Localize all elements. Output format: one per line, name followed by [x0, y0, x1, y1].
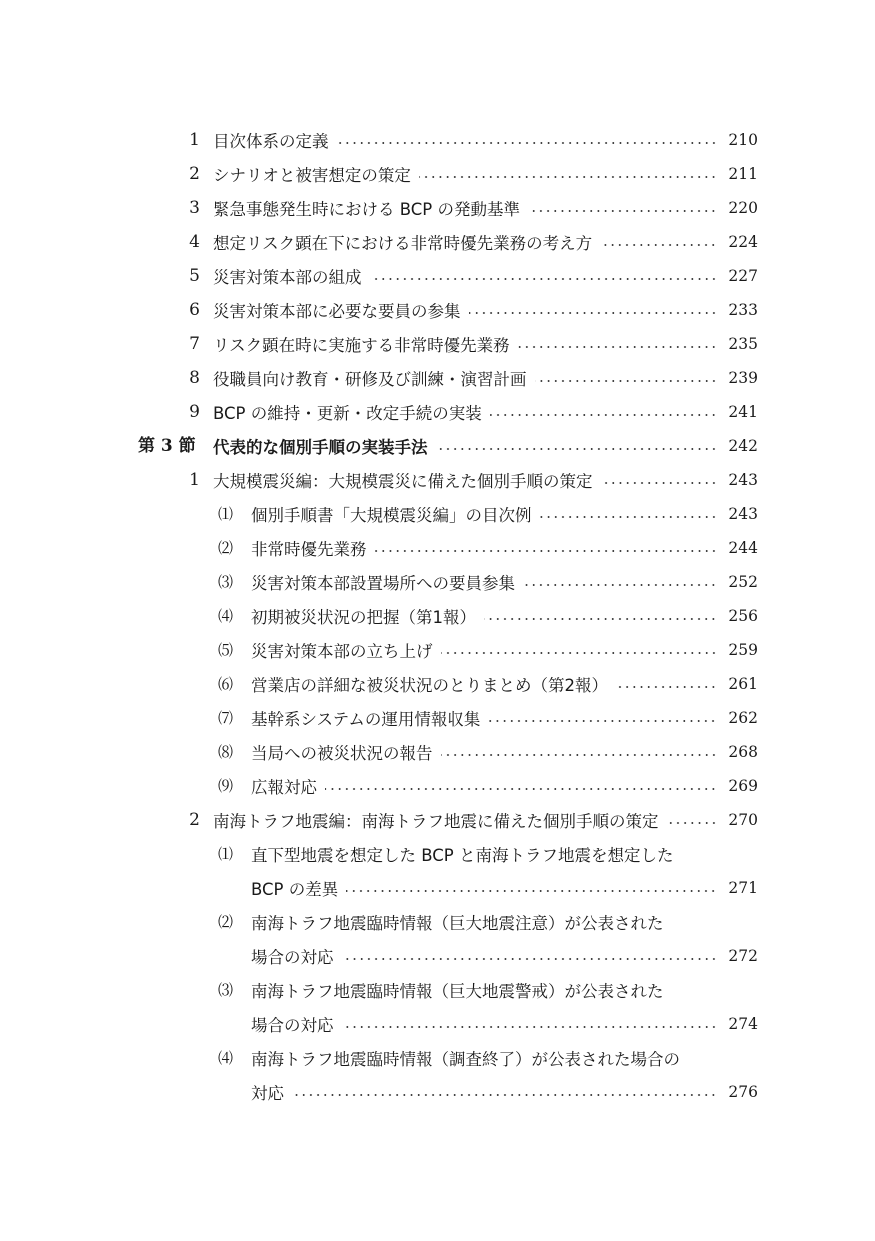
toc-entry-title: 南海トラフ地震臨時情報（巨大地震警戒）が公表された [251, 982, 664, 1001]
toc-entry-page-number: 233 [728, 301, 758, 319]
toc-entry-number: ⑷ [217, 1049, 233, 1067]
toc-section-heading [0, 429, 875, 463]
toc-entry-number: 4 [189, 232, 200, 252]
toc-entry-number: ⑵ [217, 539, 233, 557]
toc-entry [0, 463, 875, 497]
toc-entry [0, 633, 875, 667]
toc-entry-page-number: 241 [728, 403, 758, 421]
toc-entry-number: 3 [189, 198, 200, 218]
toc-entry-page-number: 270 [728, 811, 758, 829]
toc-entry [0, 1075, 875, 1109]
toc-entry [0, 973, 875, 1007]
toc-entry [0, 1007, 875, 1041]
toc-entry-title: 対応 [251, 1084, 284, 1103]
toc-entry-title: 非常時優先業務 [251, 540, 367, 559]
toc-entry-page-number: 261 [728, 675, 758, 693]
toc-entry-title: 直下型地震を想定した BCP と南海トラフ地震を想定した [251, 846, 674, 865]
dot-leader [441, 652, 718, 654]
toc-entry-title: BCP の差異 [251, 880, 339, 899]
toc-entry-page-number: 256 [728, 607, 758, 625]
toc-entry-page-number: 235 [728, 335, 758, 353]
toc-entry-page-number: 210 [728, 131, 758, 149]
dot-leader [469, 312, 718, 314]
dot-leader [337, 142, 718, 144]
toc-entry-title: 緊急事態発生時における BCP の発動基準 [213, 200, 520, 219]
toc-entry-title: シナリオと被害想定の策定 [213, 166, 411, 185]
toc-entry-page-number: 269 [728, 777, 758, 795]
toc-entry-title: 目次体系の定義 [213, 132, 329, 151]
toc-entry [0, 769, 875, 803]
toc-entry-number: ⑼ [217, 777, 233, 795]
dot-leader [601, 482, 718, 484]
toc-entry-page-number: 243 [728, 471, 758, 489]
toc-entry [0, 939, 875, 973]
toc-entry-title: 大規模震災編：大規模震災に備えた個別手順の策定 [213, 472, 593, 491]
toc-entry-number: ⑶ [217, 573, 233, 591]
toc-entry-page-number: 211 [728, 165, 758, 183]
toc-entry [0, 361, 875, 395]
toc-entry-page-number: 242 [728, 437, 758, 455]
toc-entry-number: 2 [189, 164, 200, 184]
dot-leader [370, 278, 718, 280]
toc-entry [0, 123, 875, 157]
toc-entry-number: 2 [189, 810, 200, 830]
dot-leader [441, 754, 718, 756]
toc-entry-title: リスク顕在時に実施する非常時優先業務 [213, 336, 510, 355]
toc-entry-title: 当局への被災状況の報告 [251, 744, 433, 763]
toc-entry-number: ⑷ [217, 607, 233, 625]
toc-entry-number: ⑺ [217, 709, 233, 727]
toc-entry-page-number: 271 [728, 879, 758, 897]
toc-entry-number: 1 [189, 470, 200, 490]
toc-entry-title: 個別手順書「大規模震災編」の目次例 [251, 506, 532, 525]
dot-leader [490, 414, 717, 416]
toc-entry [0, 905, 875, 939]
toc-entry-number: 9 [189, 402, 200, 422]
dot-leader [419, 176, 717, 178]
toc-entry-title: 基幹系システムの運用情報収集 [251, 710, 481, 729]
toc-entry-number: ⑴ [217, 845, 233, 863]
toc-entry [0, 293, 875, 327]
toc-entry [0, 531, 875, 565]
toc-entry-title: 役職員向け教育・研修及び訓練・演習計画 [213, 370, 527, 389]
dot-leader [488, 720, 717, 722]
dot-leader [540, 516, 718, 518]
toc-entry-title: 場合の対応 [251, 948, 334, 967]
toc-entry [0, 837, 875, 871]
toc-entry-number: ⑵ [217, 913, 233, 931]
toc-entry [0, 327, 875, 361]
toc-entry-title: 初期被災状況の把握（第1報） [251, 608, 476, 627]
dot-leader [535, 380, 718, 382]
dot-leader [518, 346, 717, 348]
toc-entry-page-number: 274 [728, 1015, 758, 1033]
toc-entry [0, 803, 875, 837]
toc-entry-title: 場合の対応 [251, 1016, 334, 1035]
toc-entry-page-number: 224 [728, 233, 758, 251]
toc-entry-title: 南海トラフ地震編：南海トラフ地震に備えた個別手順の策定 [213, 812, 659, 831]
toc-entry-title: BCP の維持・更新・改定手続の実装 [213, 404, 482, 423]
toc-entry [0, 735, 875, 769]
dot-leader [600, 244, 717, 246]
toc-entry-title: 災害対策本部の組成 [213, 268, 362, 287]
toc-entry [0, 225, 875, 259]
toc-entry-page-number: 227 [728, 267, 758, 285]
toc-entry-number: ⑸ [217, 641, 233, 659]
toc-entry [0, 667, 875, 701]
toc-entry [0, 599, 875, 633]
dot-leader [528, 210, 717, 212]
toc-entry-number: 1 [189, 130, 200, 150]
toc-entry-number: 7 [189, 334, 200, 354]
dot-leader [667, 822, 718, 824]
toc-entry-number: ⑴ [217, 505, 233, 523]
dot-leader [436, 448, 718, 450]
toc-entry-number: 6 [189, 300, 200, 320]
toc-entry [0, 395, 875, 429]
toc-entry [0, 497, 875, 531]
dot-leader [292, 1094, 717, 1096]
toc-entry-title: 災害対策本部に必要な要員の参集 [213, 302, 461, 321]
dot-leader [375, 550, 718, 552]
dot-leader [484, 618, 717, 620]
toc-entry-number: 5 [189, 266, 200, 286]
dot-leader [616, 686, 717, 688]
toc-entry-title: 南海トラフ地震臨時情報（調査終了）が公表された場合の [251, 1050, 680, 1069]
toc-entry-page-number: 272 [728, 947, 758, 965]
dot-leader [325, 788, 717, 790]
toc-entry-number: ⑹ [217, 675, 233, 693]
toc-entry [0, 157, 875, 191]
dot-leader [342, 1026, 718, 1028]
toc-entry-title: 営業店の詳細な被災状況のとりまとめ（第2報） [251, 676, 608, 695]
toc-entry [0, 259, 875, 293]
toc-entry [0, 191, 875, 225]
toc-entry-number: ⑻ [217, 743, 233, 761]
toc-entry-title: 想定リスク顕在下における非常時優先業務の考え方 [213, 234, 593, 253]
toc-entry-page-number: 244 [728, 539, 758, 557]
toc-entry-title: 広報対応 [251, 778, 317, 797]
toc-entry-title: 代表的な個別手順の実装手法 [213, 438, 428, 457]
toc-entry-title: 南海トラフ地震臨時情報（巨大地震注意）が公表された [251, 914, 664, 933]
toc-entry-title: 災害対策本部の立ち上げ [251, 642, 433, 661]
toc-entry-page-number: 268 [728, 743, 758, 761]
toc-entry-page-number: 220 [728, 199, 758, 217]
dot-leader [342, 958, 718, 960]
toc-entry-number: 第 3 節 [138, 436, 196, 456]
toc-entry-page-number: 276 [728, 1083, 758, 1101]
toc-entry-number: ⑶ [217, 981, 233, 999]
toc-entry-page-number: 262 [728, 709, 758, 727]
toc-entry-page-number: 259 [728, 641, 758, 659]
dot-leader [523, 584, 717, 586]
toc-entry-number: 8 [189, 368, 200, 388]
toc-entry-page-number: 252 [728, 573, 758, 591]
dot-leader [346, 890, 717, 892]
toc-entry [0, 1041, 875, 1075]
toc-entry-page-number: 243 [728, 505, 758, 523]
toc-entry-page-number: 239 [728, 369, 758, 387]
toc-entry [0, 701, 875, 735]
toc-entry [0, 871, 875, 905]
toc-entry-title: 災害対策本部設置場所への要員参集 [251, 574, 515, 593]
toc-entry [0, 565, 875, 599]
